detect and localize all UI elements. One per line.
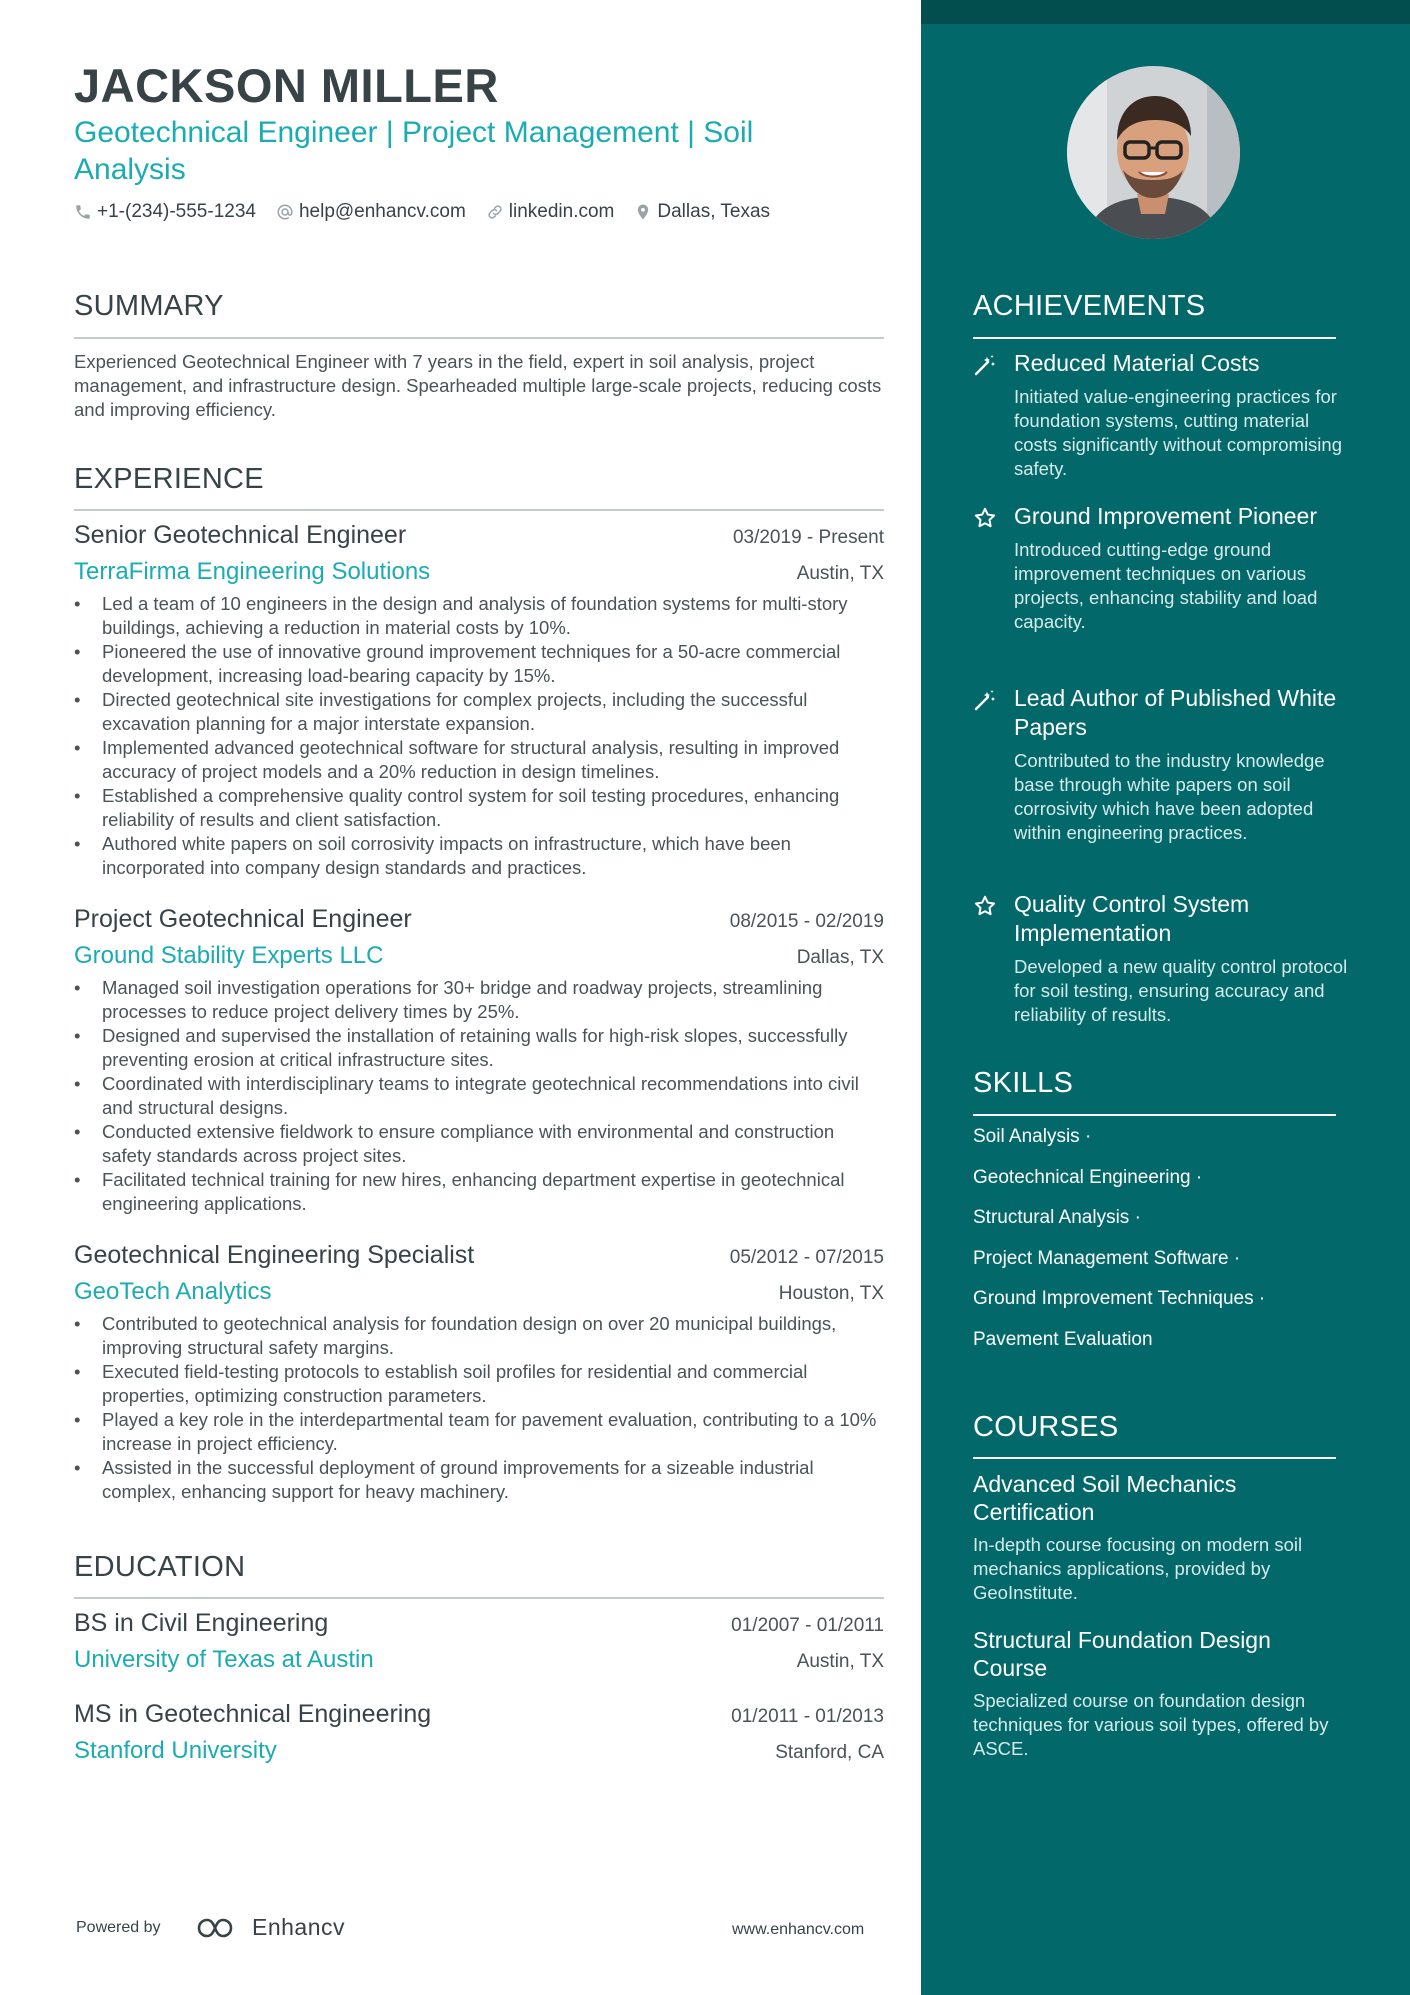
phone-text: +1-(234)-555-1234 bbox=[97, 201, 256, 222]
bullet-item: • Established a comprehensive quality control system for soil testing procedures, enhancing reliability of results and client satisfaction. bbox=[74, 784, 884, 832]
bullet-item: • Designed and supervised the installation of retaining walls for high-risk slopes, successfully preventing erosion at critical infrastructure sites. bbox=[74, 1024, 884, 1072]
star-icon bbox=[973, 894, 997, 918]
bullet-item: • Played a key role in the interdepartmental team for pavement evaluation, contributing to a 10% increase in project efficiency. bbox=[74, 1408, 884, 1456]
magic-wand-icon bbox=[973, 688, 997, 712]
bullet-item: • Conducted extensive fieldwork to ensure compliance with environmental and construction safety standards across project sites. bbox=[74, 1120, 884, 1168]
headline: Geotechnical Engineer | Project Management | Soil Analysis bbox=[74, 116, 754, 186]
experience-title: EXPERIENCE bbox=[74, 463, 264, 495]
course-desc: Specialized course on foundation design techniques for various soil types, offered by ASCE. bbox=[973, 1690, 1329, 1759]
company-name: GeoTech Analytics bbox=[74, 1278, 272, 1305]
job-location: Austin, TX bbox=[796, 563, 884, 584]
courses-divider bbox=[973, 1457, 1336, 1459]
location-text: Dallas, Texas bbox=[657, 201, 771, 222]
skill-item: Project Management Software · bbox=[973, 1247, 1241, 1269]
bullet-item: • Led a team of 10 engineers in the design and analysis of foundation systems for multi-story buildings, achieving a reduction in material costs by 10%. bbox=[74, 592, 884, 640]
enhancv-logo-icon bbox=[196, 1915, 242, 1941]
job-title: Geotechnical Engineering Specialist bbox=[74, 1241, 475, 1269]
education-title: EDUCATION bbox=[74, 1551, 246, 1583]
contact-email[interactable] bbox=[276, 201, 466, 223]
bullet-item: • Implemented advanced geotechnical software for structural analysis, resulting in improved accuracy of project models and a 20% reduction in design timelines. bbox=[74, 736, 884, 784]
at-icon bbox=[276, 203, 294, 221]
achievement-title: Ground Improvement Pioneer bbox=[1014, 503, 1317, 529]
degree: MS in Geotechnical Engineering bbox=[74, 1700, 432, 1728]
bullet-item: • Managed soil investigation operations for 30+ bridge and roadway projects, streamlining processes to reduce project delivery times by 25%. bbox=[74, 976, 884, 1024]
summary-divider bbox=[74, 337, 884, 339]
star-icon bbox=[973, 506, 997, 530]
job-title: Senior Geotechnical Engineer bbox=[74, 521, 407, 549]
education-entry bbox=[74, 1700, 884, 1765]
school-name: Stanford University bbox=[74, 1737, 277, 1764]
bullet-item: • Executed field-testing protocols to establish soil profiles for residential and commercial properties, optimizing construction parameters. bbox=[74, 1360, 884, 1408]
candidate-name: JACKSON MILLER bbox=[74, 59, 499, 112]
email-text: help@enhancv.com bbox=[298, 201, 466, 222]
course-item bbox=[973, 1626, 1343, 1761]
bullet-item: • Pioneered the use of innovative ground improvement techniques for a 50-acre commercial development, increasing load-bearing capacity by 15%. bbox=[74, 640, 884, 688]
sidebar-top-bar bbox=[921, 0, 1410, 24]
achievement-title: Quality Control System Implementation bbox=[1014, 891, 1250, 946]
skill-item: Pavement Evaluation bbox=[973, 1328, 1153, 1350]
achievement-desc: Contributed to the industry knowledge base through white papers on soil corrosivity which have been adopted within engineering practices. bbox=[1014, 750, 1325, 843]
skills-title: SKILLS bbox=[973, 1067, 1074, 1099]
degree: BS in Civil Engineering bbox=[74, 1609, 329, 1637]
education-entry bbox=[74, 1609, 884, 1674]
company-name: Ground Stability Experts LLC bbox=[74, 942, 384, 969]
education-dates: 01/2011 - 01/2013 bbox=[731, 1706, 884, 1727]
job-dates: 08/2015 - 02/2019 bbox=[729, 911, 884, 932]
bullet-item: • Facilitated technical training for new hires, enhancing department expertise in geotechnical engineering applications. bbox=[74, 1168, 884, 1216]
job-location: Houston, TX bbox=[778, 1283, 884, 1304]
achievement-title: Reduced Material Costs bbox=[1014, 350, 1260, 376]
experience-entry bbox=[74, 1241, 884, 1504]
contact-linkedin[interactable] bbox=[486, 201, 615, 223]
courses-title: COURSES bbox=[973, 1411, 1119, 1443]
achievements-title: ACHIEVEMENTS bbox=[973, 290, 1206, 322]
skill-item: Ground Improvement Techniques · bbox=[973, 1288, 1266, 1310]
company-name: TerraFirma Engineering Solutions bbox=[74, 558, 431, 585]
achievement-item bbox=[973, 890, 1353, 1027]
location-pin-icon bbox=[634, 203, 652, 221]
course-item bbox=[973, 1470, 1343, 1605]
job-bullets bbox=[74, 976, 884, 1216]
achievement-item bbox=[973, 502, 1353, 634]
footer-url[interactable]: www.enhancv.com bbox=[732, 1921, 865, 1938]
experience-divider bbox=[74, 509, 884, 511]
bullet-item: • Contributed to geotechnical analysis for foundation design on over 20 municipal buildings, improving structural safety margins. bbox=[74, 1312, 884, 1360]
job-title: Project Geotechnical Engineer bbox=[74, 905, 412, 933]
summary-text: Experienced Geotechnical Engineer with 7 years in the field, expert in soil analysis, project management, and infrastructure design. Spearheaded multiple large-scale projects, reducing costs and improving efficiency. bbox=[74, 351, 882, 420]
job-dates: 03/2019 - Present bbox=[732, 527, 884, 548]
footer-logo[interactable] bbox=[196, 1914, 345, 1941]
achievement-desc: Introduced cutting-edge ground improvement techniques on various projects, enhancing stability and load capacity. bbox=[1014, 539, 1318, 632]
skill-item: Soil Analysis · bbox=[973, 1126, 1092, 1147]
summary-title: SUMMARY bbox=[74, 290, 224, 322]
job-location: Dallas, TX bbox=[796, 947, 884, 968]
bullet-item: • Authored white papers on soil corrosivity impacts on infrastructure, which have been incorporated into company design standards and practices. bbox=[74, 832, 884, 880]
contact-bar bbox=[74, 201, 790, 223]
course-title: Advanced Soil Mechanics Certification bbox=[973, 1471, 1237, 1525]
contact-phone[interactable] bbox=[74, 201, 256, 223]
education-divider bbox=[74, 1597, 884, 1599]
school-location: Stanford, CA bbox=[775, 1742, 884, 1763]
school-name: University of Texas at Austin bbox=[74, 1646, 374, 1673]
bullet-item: • Assisted in the successful deployment of ground improvements for a sizeable industrial complex, enhancing support for heavy machinery. bbox=[74, 1456, 884, 1504]
course-desc: In-depth course focusing on modern soil mechanics applications, provided by GeoInstitute. bbox=[973, 1534, 1303, 1603]
school-location: Austin, TX bbox=[796, 1651, 884, 1672]
skills-list bbox=[973, 1126, 1353, 1370]
linkedin-text: linkedin.com bbox=[508, 201, 615, 222]
magic-wand-icon bbox=[973, 353, 997, 377]
achievement-title: Lead Author of Published White Papers bbox=[1014, 685, 1337, 740]
skill-item: Structural Analysis · bbox=[973, 1207, 1141, 1229]
skill-item: Geotechnical Engineering · bbox=[973, 1166, 1203, 1188]
achievement-desc: Initiated value-engineering practices for foundation systems, cutting material costs significantly without compromising safety. bbox=[1014, 386, 1342, 479]
experience-entry bbox=[74, 905, 884, 1216]
education-dates: 01/2007 - 01/2011 bbox=[731, 1615, 884, 1636]
footer-powered-by: Powered by bbox=[76, 1919, 161, 1936]
job-bullets bbox=[74, 1312, 884, 1504]
link-icon bbox=[486, 203, 504, 221]
achievement-item bbox=[973, 349, 1353, 481]
profile-photo-icon bbox=[1067, 66, 1240, 239]
contact-location bbox=[634, 201, 770, 223]
course-title: Structural Foundation Design Course bbox=[973, 1627, 1271, 1681]
footer-brand: Enhancv bbox=[252, 1914, 346, 1940]
achievement-item bbox=[973, 684, 1353, 845]
skills-divider bbox=[973, 1114, 1336, 1116]
experience-entry bbox=[74, 521, 884, 880]
job-bullets bbox=[74, 592, 884, 880]
job-dates: 05/2012 - 07/2015 bbox=[729, 1247, 884, 1268]
bullet-item: • Coordinated with interdisciplinary teams to integrate geotechnical recommendations into civil and structural designs. bbox=[74, 1072, 884, 1120]
phone-icon bbox=[74, 203, 92, 221]
avatar bbox=[1067, 66, 1240, 239]
achievements-divider bbox=[973, 337, 1336, 339]
bullet-item: • Directed geotechnical site investigations for complex projects, including the successful excavation planning for a major interstate expansion. bbox=[74, 688, 884, 736]
achievement-desc: Developed a new quality control protocol for soil testing, ensuring accuracy and reliability of results. bbox=[1014, 956, 1348, 1025]
